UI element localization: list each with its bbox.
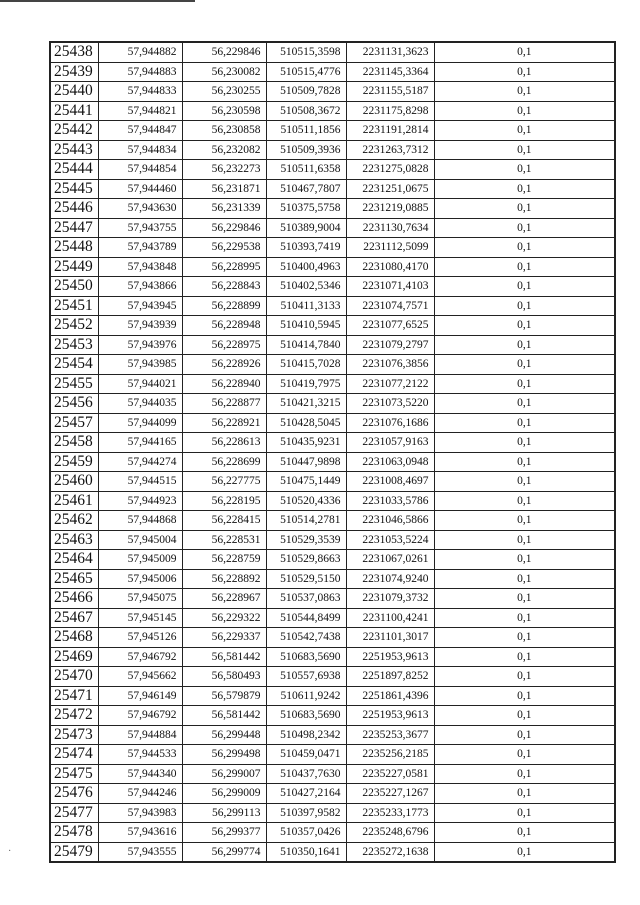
longitude-cell: 56,228940: [182, 374, 266, 394]
point-number-cell: 25470: [50, 667, 98, 687]
latitude-cell: 57,946792: [98, 706, 182, 726]
point-number-cell: 25478: [50, 823, 98, 843]
coord-x-cell: 510357,0426: [266, 823, 346, 843]
coord-x-cell: 510509,7828: [266, 82, 346, 102]
coord-y-cell: 2231077,2122: [346, 374, 434, 394]
scan-speck: ·: [8, 846, 12, 857]
longitude-cell: 56,299007: [182, 764, 266, 784]
accuracy-cell: 0,1: [434, 530, 615, 550]
table-row: [50, 784, 615, 804]
accuracy-cell: 0,1: [434, 472, 615, 492]
latitude-cell: 57,944854: [98, 160, 182, 180]
accuracy-cell: 0,1: [434, 335, 615, 355]
coord-y-cell: 2251861,4396: [346, 686, 434, 706]
coord-y-cell: 2231076,1686: [346, 413, 434, 433]
latitude-cell: 57,943630: [98, 199, 182, 219]
point-number-cell: 25438: [50, 42, 98, 62]
coord-y-cell: 2231057,9163: [346, 433, 434, 453]
coord-y-cell: 2231080,4170: [346, 257, 434, 277]
table-row: [50, 218, 615, 238]
coord-x-cell: 510537,0863: [266, 589, 346, 609]
point-number-cell: 25471: [50, 686, 98, 706]
point-number-cell: 25456: [50, 394, 98, 414]
table-row: [50, 316, 615, 336]
longitude-cell: 56,229846: [182, 218, 266, 238]
accuracy-cell: 0,1: [434, 452, 615, 472]
accuracy-cell: 0,1: [434, 784, 615, 804]
coord-y-cell: 2231008,4697: [346, 472, 434, 492]
point-number-cell: 25457: [50, 413, 98, 433]
coord-y-cell: 2251897,8252: [346, 667, 434, 687]
table-row: [50, 121, 615, 141]
accuracy-cell: 0,1: [434, 42, 615, 62]
coord-y-cell: 2231155,5187: [346, 82, 434, 102]
latitude-cell: 57,944460: [98, 179, 182, 199]
point-number-cell: 25460: [50, 472, 98, 492]
coord-x-cell: 510683,5690: [266, 647, 346, 667]
latitude-cell: 57,945006: [98, 569, 182, 589]
table-row: [50, 589, 615, 609]
accuracy-cell: 0,1: [434, 257, 615, 277]
longitude-cell: 56,228926: [182, 355, 266, 375]
longitude-cell: 56,228899: [182, 296, 266, 316]
coord-x-cell: 510459,0471: [266, 745, 346, 765]
accuracy-cell: 0,1: [434, 277, 615, 297]
point-number-cell: 25444: [50, 160, 98, 180]
table-row: [50, 42, 615, 62]
longitude-cell: 56,227775: [182, 472, 266, 492]
coord-y-cell: 2231263,7312: [346, 140, 434, 160]
point-number-cell: 25447: [50, 218, 98, 238]
accuracy-cell: 0,1: [434, 218, 615, 238]
latitude-cell: 57,943976: [98, 335, 182, 355]
point-number-cell: 25448: [50, 238, 98, 258]
coord-x-cell: 510402,5346: [266, 277, 346, 297]
table-row: [50, 355, 615, 375]
latitude-cell: 57,944246: [98, 784, 182, 804]
table-row: [50, 608, 615, 628]
table-row: [50, 238, 615, 258]
table-row: [50, 764, 615, 784]
coord-y-cell: 2231175,8298: [346, 101, 434, 121]
accuracy-cell: 0,1: [434, 511, 615, 531]
coord-y-cell: 2231191,2814: [346, 121, 434, 141]
longitude-cell: 56,230082: [182, 62, 266, 82]
accuracy-cell: 0,1: [434, 374, 615, 394]
coord-x-cell: 510475,1449: [266, 472, 346, 492]
longitude-cell: 56,579879: [182, 686, 266, 706]
point-number-cell: 25455: [50, 374, 98, 394]
table-row: [50, 413, 615, 433]
coord-x-cell: 510611,9242: [266, 686, 346, 706]
point-number-cell: 25449: [50, 257, 98, 277]
latitude-cell: 57,945075: [98, 589, 182, 609]
accuracy-cell: 0,1: [434, 706, 615, 726]
coord-y-cell: 2235227,0581: [346, 764, 434, 784]
latitude-cell: 57,943755: [98, 218, 182, 238]
coord-x-cell: 510415,7028: [266, 355, 346, 375]
coord-y-cell: 2235272,1638: [346, 842, 434, 862]
point-number-cell: 25465: [50, 569, 98, 589]
latitude-cell: 57,944882: [98, 42, 182, 62]
coord-x-cell: 510419,7975: [266, 374, 346, 394]
longitude-cell: 56,299448: [182, 725, 266, 745]
point-number-cell: 25450: [50, 277, 98, 297]
coord-y-cell: 2231071,4103: [346, 277, 434, 297]
longitude-cell: 56,299377: [182, 823, 266, 843]
point-number-cell: 25459: [50, 452, 98, 472]
table-row: [50, 511, 615, 531]
longitude-cell: 56,299009: [182, 784, 266, 804]
table-row: [50, 257, 615, 277]
longitude-cell: 56,228975: [182, 335, 266, 355]
coord-x-cell: 510529,8663: [266, 550, 346, 570]
point-number-cell: 25461: [50, 491, 98, 511]
longitude-cell: 56,229337: [182, 628, 266, 648]
coord-x-cell: 510428,5045: [266, 413, 346, 433]
coord-y-cell: 2231100,4241: [346, 608, 434, 628]
coord-y-cell: 2231251,0675: [346, 179, 434, 199]
table-row: [50, 842, 615, 862]
coord-y-cell: 2251953,9613: [346, 647, 434, 667]
latitude-cell: 57,943939: [98, 316, 182, 336]
longitude-cell: 56,580493: [182, 667, 266, 687]
latitude-cell: 57,943848: [98, 257, 182, 277]
longitude-cell: 56,231339: [182, 199, 266, 219]
table-row: [50, 179, 615, 199]
point-number-cell: 25440: [50, 82, 98, 102]
accuracy-cell: 0,1: [434, 199, 615, 219]
accuracy-cell: 0,1: [434, 491, 615, 511]
accuracy-cell: 0,1: [434, 803, 615, 823]
coord-x-cell: 510414,7840: [266, 335, 346, 355]
point-number-cell: 25468: [50, 628, 98, 648]
latitude-cell: 57,944021: [98, 374, 182, 394]
point-number-cell: 25453: [50, 335, 98, 355]
longitude-cell: 56,230858: [182, 121, 266, 141]
table-row: [50, 296, 615, 316]
coord-x-cell: 510397,9582: [266, 803, 346, 823]
longitude-cell: 56,228892: [182, 569, 266, 589]
coord-y-cell: 2231033,5786: [346, 491, 434, 511]
top-rule: [0, 0, 195, 2]
point-number-cell: 25462: [50, 511, 98, 531]
coord-x-cell: 510529,3539: [266, 530, 346, 550]
longitude-cell: 56,229322: [182, 608, 266, 628]
accuracy-cell: 0,1: [434, 316, 615, 336]
longitude-cell: 56,228759: [182, 550, 266, 570]
coord-x-cell: 510400,4963: [266, 257, 346, 277]
point-number-cell: 25452: [50, 316, 98, 336]
latitude-cell: 57,944884: [98, 725, 182, 745]
longitude-cell: 56,228948: [182, 316, 266, 336]
point-number-cell: 25469: [50, 647, 98, 667]
point-number-cell: 25458: [50, 433, 98, 453]
coord-x-cell: 510511,1856: [266, 121, 346, 141]
coord-x-cell: 510375,5758: [266, 199, 346, 219]
latitude-cell: 57,943866: [98, 277, 182, 297]
point-number-cell: 25451: [50, 296, 98, 316]
coord-x-cell: 510508,3672: [266, 101, 346, 121]
coord-y-cell: 2231130,7634: [346, 218, 434, 238]
coord-y-cell: 2231063,0948: [346, 452, 434, 472]
longitude-cell: 56,228995: [182, 257, 266, 277]
table-row: [50, 667, 615, 687]
latitude-cell: 57,943789: [98, 238, 182, 258]
coord-y-cell: 2231145,3364: [346, 62, 434, 82]
coord-y-cell: 2231046,5866: [346, 511, 434, 531]
point-number-cell: 25477: [50, 803, 98, 823]
longitude-cell: 56,228415: [182, 511, 266, 531]
coord-x-cell: 510427,2164: [266, 784, 346, 804]
coord-y-cell: 2231067,0261: [346, 550, 434, 570]
point-number-cell: 25446: [50, 199, 98, 219]
latitude-cell: 57,944834: [98, 140, 182, 160]
coord-y-cell: 2235227,1267: [346, 784, 434, 804]
accuracy-cell: 0,1: [434, 355, 615, 375]
coord-x-cell: 510514,2781: [266, 511, 346, 531]
accuracy-cell: 0,1: [434, 628, 615, 648]
point-number-cell: 25442: [50, 121, 98, 141]
table-row: [50, 140, 615, 160]
longitude-cell: 56,231871: [182, 179, 266, 199]
table-row: [50, 335, 615, 355]
point-number-cell: 25464: [50, 550, 98, 570]
accuracy-cell: 0,1: [434, 608, 615, 628]
point-number-cell: 25472: [50, 706, 98, 726]
coord-y-cell: 2231112,5099: [346, 238, 434, 258]
latitude-cell: 57,944847: [98, 121, 182, 141]
point-number-cell: 25466: [50, 589, 98, 609]
accuracy-cell: 0,1: [434, 823, 615, 843]
coord-x-cell: 510498,2342: [266, 725, 346, 745]
point-number-cell: 25476: [50, 784, 98, 804]
coord-x-cell: 510520,4336: [266, 491, 346, 511]
accuracy-cell: 0,1: [434, 82, 615, 102]
longitude-cell: 56,228613: [182, 433, 266, 453]
table-row: [50, 199, 615, 219]
accuracy-cell: 0,1: [434, 179, 615, 199]
table-body: [50, 42, 615, 862]
coord-y-cell: 2231079,2797: [346, 335, 434, 355]
coord-y-cell: 2231079,3732: [346, 589, 434, 609]
coord-x-cell: 510557,6938: [266, 667, 346, 687]
table-row: [50, 530, 615, 550]
longitude-cell: 56,228531: [182, 530, 266, 550]
coord-y-cell: 2235248,6796: [346, 823, 434, 843]
latitude-cell: 57,944923: [98, 491, 182, 511]
accuracy-cell: 0,1: [434, 394, 615, 414]
longitude-cell: 56,229846: [182, 42, 266, 62]
latitude-cell: 57,945126: [98, 628, 182, 648]
point-number-cell: 25479: [50, 842, 98, 862]
table-row: [50, 433, 615, 453]
latitude-cell: 57,945662: [98, 667, 182, 687]
latitude-cell: 57,945145: [98, 608, 182, 628]
coord-y-cell: 2235256,2185: [346, 745, 434, 765]
coord-x-cell: 510529,5150: [266, 569, 346, 589]
point-number-cell: 25473: [50, 725, 98, 745]
accuracy-cell: 0,1: [434, 121, 615, 141]
point-number-cell: 25475: [50, 764, 98, 784]
accuracy-cell: 0,1: [434, 589, 615, 609]
accuracy-cell: 0,1: [434, 764, 615, 784]
table-row: [50, 647, 615, 667]
latitude-cell: 57,944035: [98, 394, 182, 414]
table-row: [50, 491, 615, 511]
longitude-cell: 56,299498: [182, 745, 266, 765]
longitude-cell: 56,230598: [182, 101, 266, 121]
longitude-cell: 56,299113: [182, 803, 266, 823]
latitude-cell: 57,943945: [98, 296, 182, 316]
coord-y-cell: 2235233,1773: [346, 803, 434, 823]
latitude-cell: 57,946149: [98, 686, 182, 706]
longitude-cell: 56,228877: [182, 394, 266, 414]
coord-y-cell: 2231077,6525: [346, 316, 434, 336]
longitude-cell: 56,228195: [182, 491, 266, 511]
accuracy-cell: 0,1: [434, 550, 615, 570]
longitude-cell: 56,228699: [182, 452, 266, 472]
accuracy-cell: 0,1: [434, 667, 615, 687]
table-row: [50, 725, 615, 745]
accuracy-cell: 0,1: [434, 433, 615, 453]
latitude-cell: 57,944821: [98, 101, 182, 121]
longitude-cell: 56,232273: [182, 160, 266, 180]
coord-y-cell: 2231131,3623: [346, 42, 434, 62]
table-row: [50, 803, 615, 823]
accuracy-cell: 0,1: [434, 101, 615, 121]
coord-x-cell: 510544,8499: [266, 608, 346, 628]
coordinates-table: [49, 41, 616, 863]
accuracy-cell: 0,1: [434, 725, 615, 745]
table-row: [50, 82, 615, 102]
accuracy-cell: 0,1: [434, 140, 615, 160]
latitude-cell: 57,944274: [98, 452, 182, 472]
latitude-cell: 57,945004: [98, 530, 182, 550]
table-row: [50, 550, 615, 570]
latitude-cell: 57,944883: [98, 62, 182, 82]
coord-x-cell: 510511,6358: [266, 160, 346, 180]
coord-y-cell: 2231219,0885: [346, 199, 434, 219]
table-row: [50, 569, 615, 589]
coord-x-cell: 510683,5690: [266, 706, 346, 726]
coord-x-cell: 510411,3133: [266, 296, 346, 316]
table-row: [50, 628, 615, 648]
latitude-cell: 57,944340: [98, 764, 182, 784]
latitude-cell: 57,943983: [98, 803, 182, 823]
coord-y-cell: 2231074,9240: [346, 569, 434, 589]
coord-x-cell: 510350,1641: [266, 842, 346, 862]
coord-x-cell: 510509,3936: [266, 140, 346, 160]
latitude-cell: 57,946792: [98, 647, 182, 667]
coord-y-cell: 2231074,7571: [346, 296, 434, 316]
accuracy-cell: 0,1: [434, 238, 615, 258]
latitude-cell: 57,944868: [98, 511, 182, 531]
accuracy-cell: 0,1: [434, 647, 615, 667]
accuracy-cell: 0,1: [434, 686, 615, 706]
latitude-cell: 57,944533: [98, 745, 182, 765]
coord-y-cell: 2231076,3856: [346, 355, 434, 375]
accuracy-cell: 0,1: [434, 842, 615, 862]
coord-y-cell: 2235253,3677: [346, 725, 434, 745]
latitude-cell: 57,944833: [98, 82, 182, 102]
coord-y-cell: 2231073,5220: [346, 394, 434, 414]
latitude-cell: 57,943616: [98, 823, 182, 843]
table-row: [50, 62, 615, 82]
longitude-cell: 56,230255: [182, 82, 266, 102]
table-row: [50, 745, 615, 765]
accuracy-cell: 0,1: [434, 62, 615, 82]
longitude-cell: 56,229538: [182, 238, 266, 258]
latitude-cell: 57,944165: [98, 433, 182, 453]
coord-x-cell: 510467,7807: [266, 179, 346, 199]
coord-x-cell: 510393,7419: [266, 238, 346, 258]
longitude-cell: 56,299774: [182, 842, 266, 862]
point-number-cell: 25454: [50, 355, 98, 375]
point-number-cell: 25474: [50, 745, 98, 765]
accuracy-cell: 0,1: [434, 160, 615, 180]
table-row: [50, 374, 615, 394]
coord-y-cell: 2231053,5224: [346, 530, 434, 550]
point-number-cell: 25445: [50, 179, 98, 199]
accuracy-cell: 0,1: [434, 745, 615, 765]
table-row: [50, 277, 615, 297]
latitude-cell: 57,943985: [98, 355, 182, 375]
coord-y-cell: 2231275,0828: [346, 160, 434, 180]
table-row: [50, 452, 615, 472]
table-row: [50, 706, 615, 726]
coord-x-cell: 510437,7630: [266, 764, 346, 784]
table-row: [50, 686, 615, 706]
longitude-cell: 56,581442: [182, 647, 266, 667]
table-row: [50, 394, 615, 414]
table-row: [50, 823, 615, 843]
point-number-cell: 25441: [50, 101, 98, 121]
accuracy-cell: 0,1: [434, 413, 615, 433]
coord-x-cell: 510410,5945: [266, 316, 346, 336]
longitude-cell: 56,228921: [182, 413, 266, 433]
latitude-cell: 57,944099: [98, 413, 182, 433]
accuracy-cell: 0,1: [434, 296, 615, 316]
point-number-cell: 25467: [50, 608, 98, 628]
latitude-cell: 57,945009: [98, 550, 182, 570]
latitude-cell: 57,944515: [98, 472, 182, 492]
longitude-cell: 56,581442: [182, 706, 266, 726]
coord-x-cell: 510515,3598: [266, 42, 346, 62]
table-row: [50, 101, 615, 121]
longitude-cell: 56,228967: [182, 589, 266, 609]
accuracy-cell: 0,1: [434, 569, 615, 589]
coord-x-cell: 510447,9898: [266, 452, 346, 472]
point-number-cell: 25443: [50, 140, 98, 160]
longitude-cell: 56,232082: [182, 140, 266, 160]
coord-y-cell: 2231101,3017: [346, 628, 434, 648]
point-number-cell: 25439: [50, 62, 98, 82]
coord-x-cell: 510435,9231: [266, 433, 346, 453]
latitude-cell: 57,943555: [98, 842, 182, 862]
coord-x-cell: 510542,7438: [266, 628, 346, 648]
table-row: [50, 472, 615, 492]
coord-x-cell: 510389,9004: [266, 218, 346, 238]
table-row: [50, 160, 615, 180]
coord-x-cell: 510421,3215: [266, 394, 346, 414]
longitude-cell: 56,228843: [182, 277, 266, 297]
coord-y-cell: 2251953,9613: [346, 706, 434, 726]
coord-x-cell: 510515,4776: [266, 62, 346, 82]
point-number-cell: 25463: [50, 530, 98, 550]
